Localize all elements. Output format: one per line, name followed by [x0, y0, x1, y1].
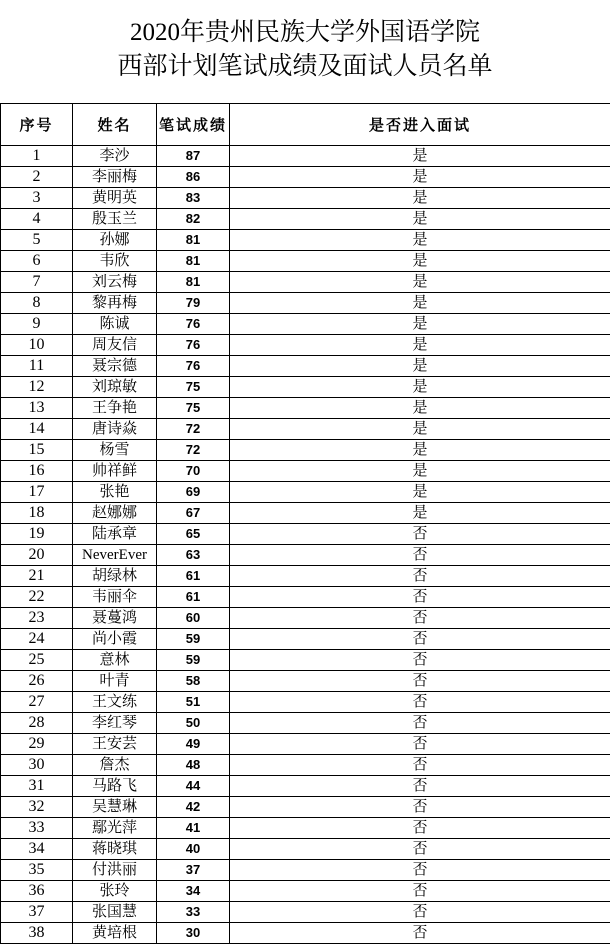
table-header-row: [1, 104, 610, 146]
table-row: [1, 251, 610, 272]
table-row: [1, 881, 610, 902]
score-cell: 76: [157, 335, 230, 356]
interview-cell: 是: [230, 314, 610, 335]
serial-cell: 31: [1, 776, 73, 797]
name-cell: 吴慧琳: [73, 797, 157, 818]
table-row: [1, 209, 610, 230]
interview-cell: 是: [230, 377, 610, 398]
score-cell: 83: [157, 188, 230, 209]
interview-cell: 是: [230, 482, 610, 503]
table-row: [1, 545, 610, 566]
name-cell: 聂宗德: [73, 356, 157, 377]
interview-cell: 是: [230, 293, 610, 314]
serial-cell: 20: [1, 545, 73, 566]
serial-cell: 13: [1, 398, 73, 419]
serial-cell: 24: [1, 629, 73, 650]
interview-cell: 否: [230, 755, 610, 776]
score-cell: 81: [157, 251, 230, 272]
name-cell: 赵娜娜: [73, 503, 157, 524]
table-row: [1, 524, 610, 545]
score-cell: 34: [157, 881, 230, 902]
table-row: [1, 419, 610, 440]
table-row: [1, 272, 610, 293]
table-row: [1, 146, 610, 167]
score-cell: 30: [157, 923, 230, 944]
name-cell: 李丽梅: [73, 167, 157, 188]
score-cell: 75: [157, 398, 230, 419]
score-cell: 87: [157, 146, 230, 167]
table-row: [1, 692, 610, 713]
interview-cell: 是: [230, 335, 610, 356]
interview-cell: 否: [230, 629, 610, 650]
table-row: [1, 398, 610, 419]
interview-cell: 否: [230, 839, 610, 860]
serial-cell: 18: [1, 503, 73, 524]
score-cell: 79: [157, 293, 230, 314]
score-cell: 33: [157, 902, 230, 923]
score-cell: 41: [157, 818, 230, 839]
name-cell: 韦丽伞: [73, 587, 157, 608]
title-line-2: 西部计划笔试成绩及面试人员名单: [0, 50, 610, 84]
score-cell: 59: [157, 650, 230, 671]
title-line-1: 2020年贵州民族大学外国语学院: [0, 16, 610, 50]
table-row: [1, 188, 610, 209]
serial-cell: 29: [1, 734, 73, 755]
serial-cell: 6: [1, 251, 73, 272]
name-cell: 张玲: [73, 881, 157, 902]
table-row: [1, 377, 610, 398]
score-cell: 61: [157, 566, 230, 587]
score-cell: 63: [157, 545, 230, 566]
interview-cell: 是: [230, 356, 610, 377]
name-cell: 黄明英: [73, 188, 157, 209]
serial-cell: 26: [1, 671, 73, 692]
table-row: [1, 167, 610, 188]
table-row: [1, 335, 610, 356]
serial-cell: 4: [1, 209, 73, 230]
score-cell: 67: [157, 503, 230, 524]
table-row: [1, 482, 610, 503]
name-cell: 刘云梅: [73, 272, 157, 293]
name-cell: 聂蔓鸿: [73, 608, 157, 629]
score-cell: 72: [157, 419, 230, 440]
interview-cell: 是: [230, 272, 610, 293]
table-row: [1, 671, 610, 692]
table-row: [1, 818, 610, 839]
serial-cell: 25: [1, 650, 73, 671]
serial-cell: 21: [1, 566, 73, 587]
interview-cell: 否: [230, 587, 610, 608]
interview-cell: 是: [230, 167, 610, 188]
score-cell: 61: [157, 587, 230, 608]
interview-cell: 否: [230, 818, 610, 839]
name-cell: 唐诗焱: [73, 419, 157, 440]
name-cell: 王安芸: [73, 734, 157, 755]
header-written-score: 笔试成绩: [157, 104, 230, 146]
serial-cell: 9: [1, 314, 73, 335]
interview-cell: 否: [230, 797, 610, 818]
serial-cell: 37: [1, 902, 73, 923]
table-row: [1, 356, 610, 377]
interview-cell: 是: [230, 230, 610, 251]
interview-cell: 是: [230, 188, 610, 209]
name-cell: 杨雪: [73, 440, 157, 461]
interview-cell: 是: [230, 419, 610, 440]
score-cell: 42: [157, 797, 230, 818]
serial-cell: 30: [1, 755, 73, 776]
interview-cell: 是: [230, 209, 610, 230]
name-cell: 陆承章: [73, 524, 157, 545]
score-cell: 72: [157, 440, 230, 461]
interview-cell: 否: [230, 650, 610, 671]
interview-cell: 否: [230, 860, 610, 881]
interview-cell: 否: [230, 524, 610, 545]
name-cell: 尚小霞: [73, 629, 157, 650]
score-cell: 76: [157, 314, 230, 335]
score-cell: 58: [157, 671, 230, 692]
name-cell: 王争艳: [73, 398, 157, 419]
table-row: [1, 230, 610, 251]
interview-cell: 否: [230, 608, 610, 629]
serial-cell: 14: [1, 419, 73, 440]
interview-cell: 否: [230, 566, 610, 587]
serial-cell: 22: [1, 587, 73, 608]
interview-cell: 否: [230, 923, 610, 944]
name-cell: 周友信: [73, 335, 157, 356]
serial-cell: 38: [1, 923, 73, 944]
serial-cell: 36: [1, 881, 73, 902]
interview-cell: 是: [230, 461, 610, 482]
name-cell: 意林: [73, 650, 157, 671]
name-cell: 黎再梅: [73, 293, 157, 314]
name-cell: 黄培根: [73, 923, 157, 944]
score-cell: 37: [157, 860, 230, 881]
serial-cell: 32: [1, 797, 73, 818]
serial-cell: 11: [1, 356, 73, 377]
table-row: [1, 860, 610, 881]
results-table: [0, 103, 610, 944]
serial-cell: 5: [1, 230, 73, 251]
name-cell: NeverEver: [73, 545, 157, 566]
score-cell: 75: [157, 377, 230, 398]
name-cell: 张艳: [73, 482, 157, 503]
serial-cell: 34: [1, 839, 73, 860]
name-cell: 叶青: [73, 671, 157, 692]
score-cell: 69: [157, 482, 230, 503]
score-cell: 86: [157, 167, 230, 188]
table-row: [1, 923, 610, 944]
table-row: [1, 503, 610, 524]
serial-cell: 8: [1, 293, 73, 314]
interview-cell: 否: [230, 713, 610, 734]
table-row: [1, 902, 610, 923]
table-row: [1, 587, 610, 608]
interview-cell: 是: [230, 146, 610, 167]
serial-cell: 16: [1, 461, 73, 482]
name-cell: 刘琼敏: [73, 377, 157, 398]
header-interview-status: 是否进入面试: [230, 104, 610, 146]
score-cell: 49: [157, 734, 230, 755]
score-cell: 50: [157, 713, 230, 734]
serial-cell: 1: [1, 146, 73, 167]
score-cell: 65: [157, 524, 230, 545]
serial-cell: 3: [1, 188, 73, 209]
interview-cell: 是: [230, 251, 610, 272]
table-row: [1, 797, 610, 818]
header-serial-number: 序号: [1, 104, 73, 146]
table-row: [1, 293, 610, 314]
serial-cell: 15: [1, 440, 73, 461]
score-cell: 60: [157, 608, 230, 629]
table-row: [1, 314, 610, 335]
name-cell: 鄢光萍: [73, 818, 157, 839]
table-row: [1, 755, 610, 776]
score-cell: 82: [157, 209, 230, 230]
interview-cell: 否: [230, 545, 610, 566]
interview-cell: 否: [230, 902, 610, 923]
serial-cell: 35: [1, 860, 73, 881]
interview-cell: 否: [230, 692, 610, 713]
name-cell: 蒋晓琪: [73, 839, 157, 860]
name-cell: 李红琴: [73, 713, 157, 734]
name-cell: 孙娜: [73, 230, 157, 251]
name-cell: 王文练: [73, 692, 157, 713]
header-name: 姓名: [73, 104, 157, 146]
score-cell: 81: [157, 230, 230, 251]
table-row: [1, 440, 610, 461]
serial-cell: 27: [1, 692, 73, 713]
table-row: [1, 566, 610, 587]
table-row: [1, 608, 610, 629]
table-row: [1, 650, 610, 671]
table-body: [1, 146, 610, 944]
serial-cell: 2: [1, 167, 73, 188]
name-cell: 詹杰: [73, 755, 157, 776]
name-cell: 帅祥鲜: [73, 461, 157, 482]
name-cell: 付洪丽: [73, 860, 157, 881]
name-cell: 陈诚: [73, 314, 157, 335]
name-cell: 殷玉兰: [73, 209, 157, 230]
serial-cell: 28: [1, 713, 73, 734]
serial-cell: 12: [1, 377, 73, 398]
interview-cell: 否: [230, 881, 610, 902]
interview-cell: 是: [230, 503, 610, 524]
document-title: [0, 0, 610, 84]
interview-cell: 否: [230, 734, 610, 755]
score-cell: 70: [157, 461, 230, 482]
interview-cell: 否: [230, 776, 610, 797]
serial-cell: 23: [1, 608, 73, 629]
score-cell: 40: [157, 839, 230, 860]
table-row: [1, 734, 610, 755]
score-cell: 81: [157, 272, 230, 293]
name-cell: 张国慧: [73, 902, 157, 923]
serial-cell: 17: [1, 482, 73, 503]
table-row: [1, 776, 610, 797]
score-cell: 59: [157, 629, 230, 650]
score-cell: 44: [157, 776, 230, 797]
table-row: [1, 713, 610, 734]
serial-cell: 7: [1, 272, 73, 293]
serial-cell: 33: [1, 818, 73, 839]
name-cell: 胡绿林: [73, 566, 157, 587]
table-row: [1, 839, 610, 860]
name-cell: 马路飞: [73, 776, 157, 797]
score-cell: 76: [157, 356, 230, 377]
name-cell: 李沙: [73, 146, 157, 167]
table-row: [1, 629, 610, 650]
serial-cell: 19: [1, 524, 73, 545]
score-cell: 51: [157, 692, 230, 713]
interview-cell: 是: [230, 440, 610, 461]
serial-cell: 10: [1, 335, 73, 356]
interview-cell: 否: [230, 671, 610, 692]
name-cell: 韦欣: [73, 251, 157, 272]
table-row: [1, 461, 610, 482]
interview-cell: 是: [230, 398, 610, 419]
score-cell: 48: [157, 755, 230, 776]
